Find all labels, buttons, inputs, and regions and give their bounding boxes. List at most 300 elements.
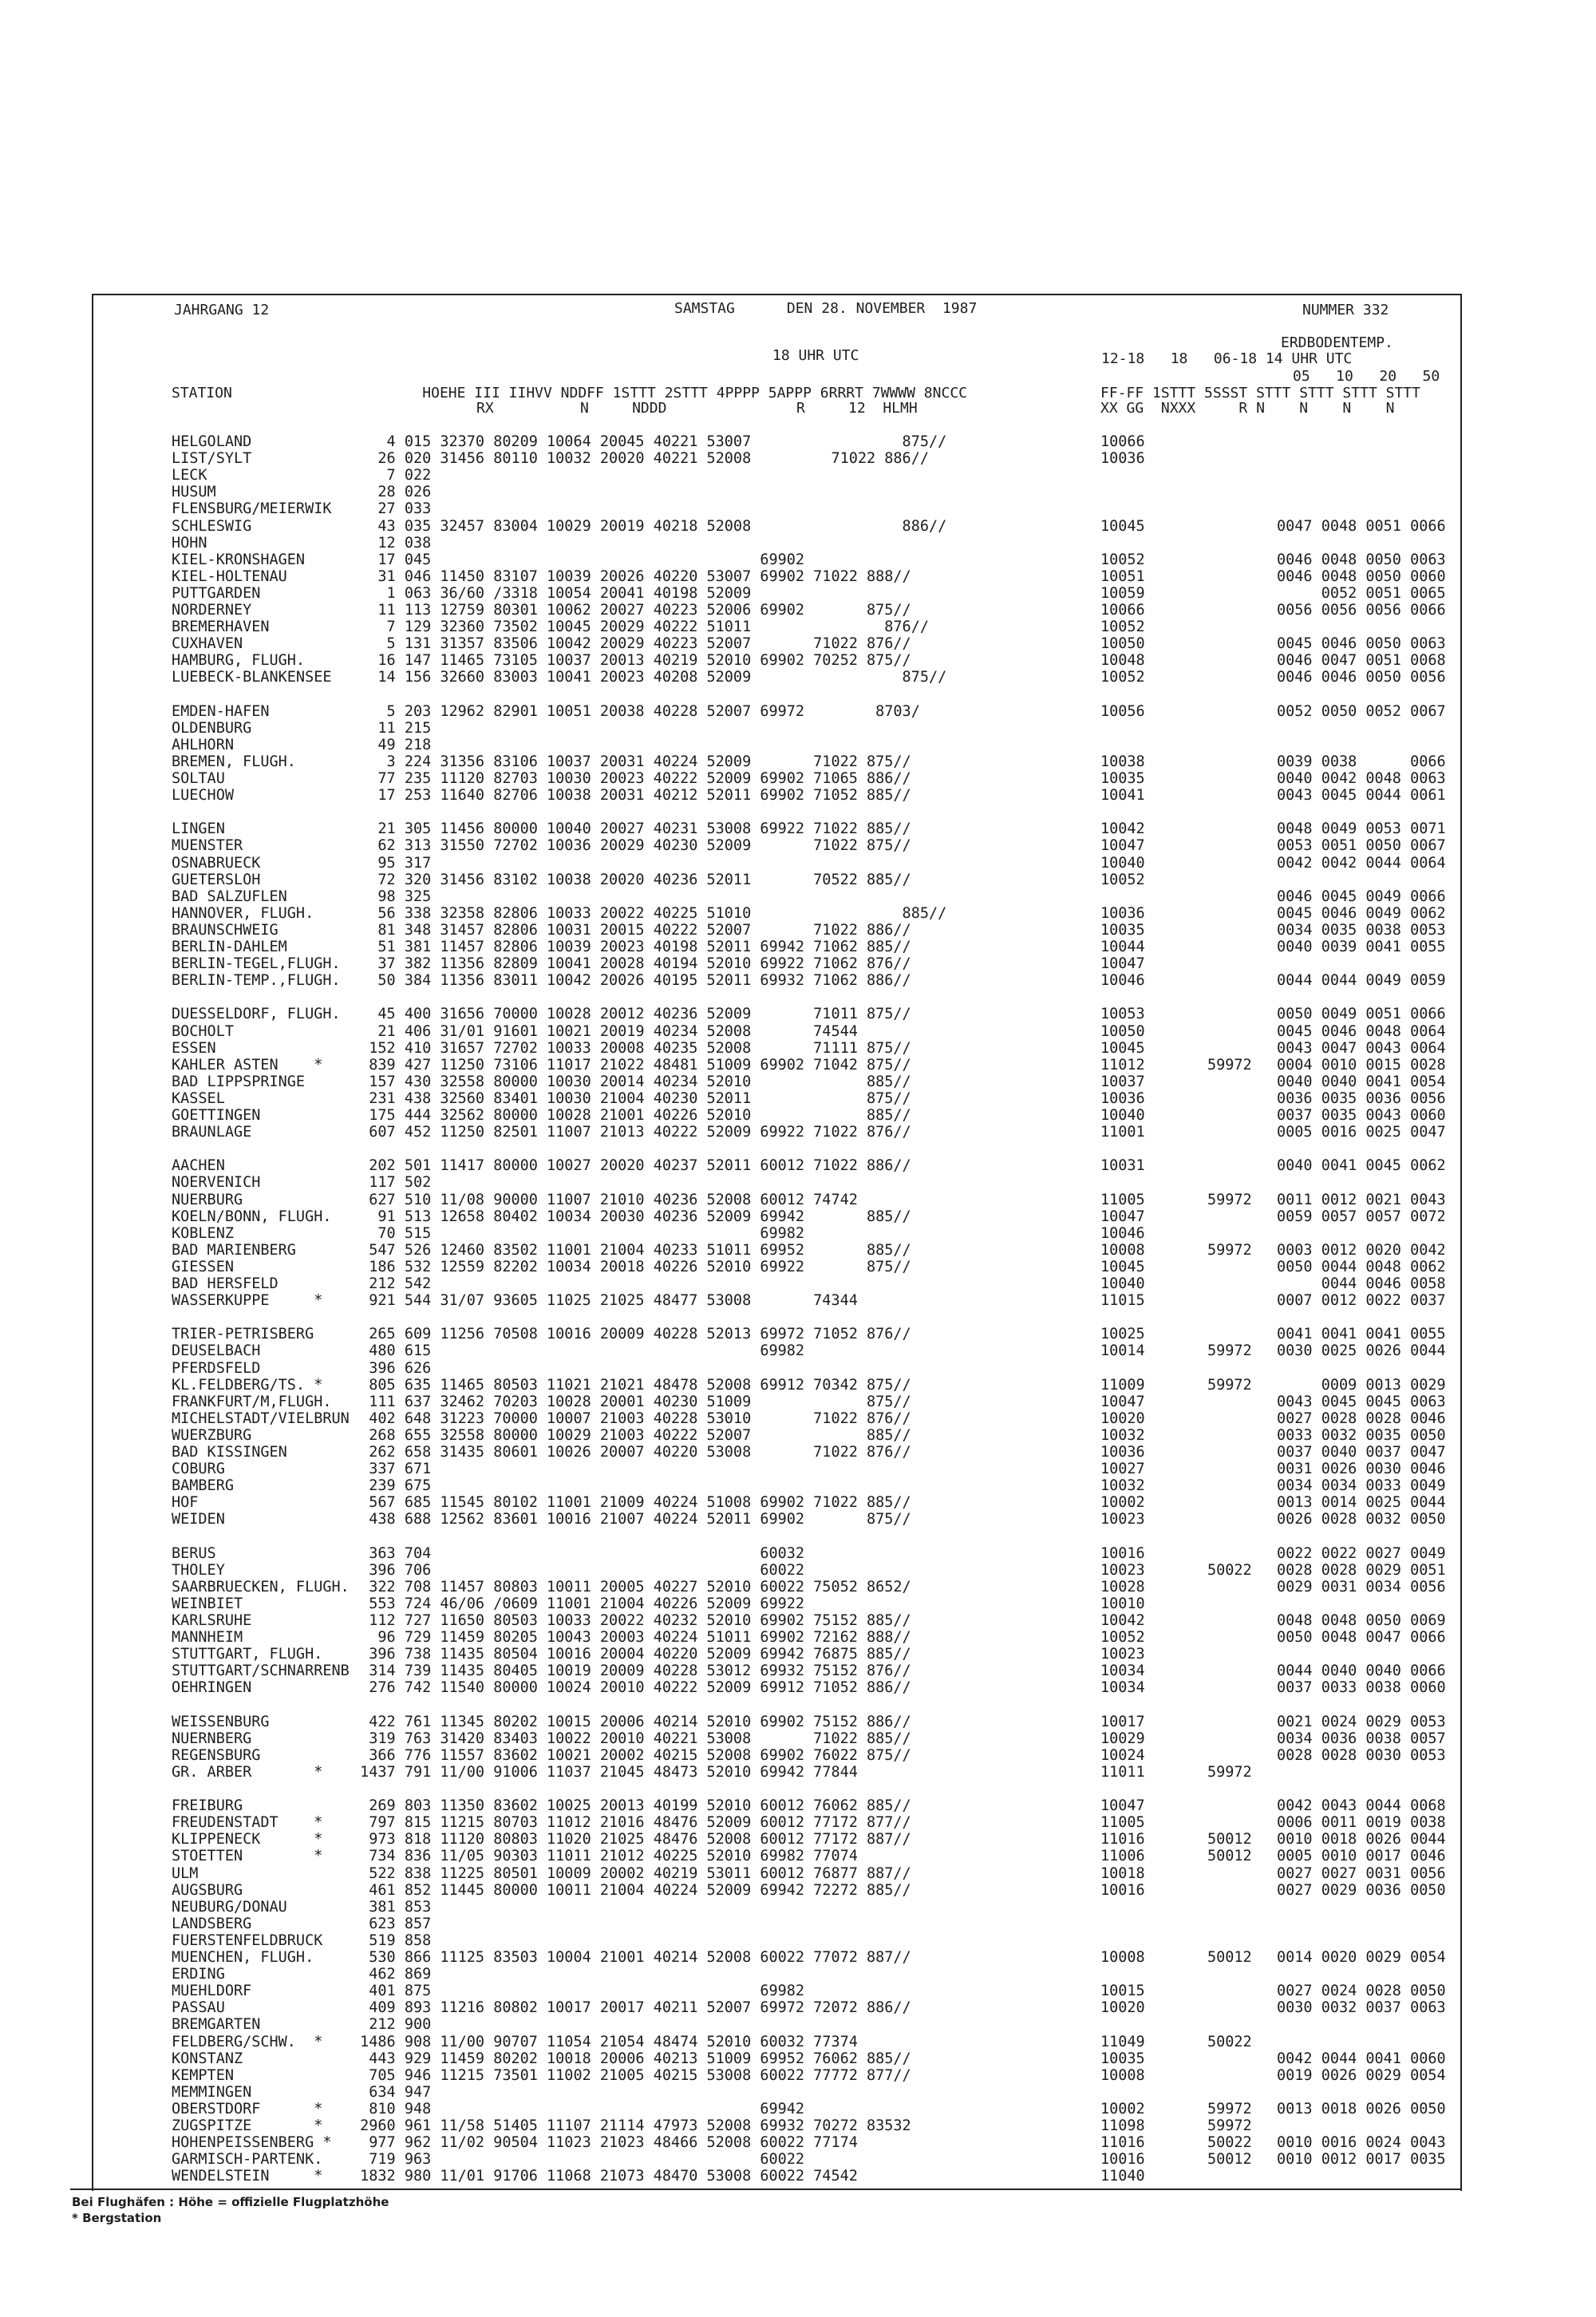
station-soil-temps: 0014 0020 0029 0054 [1277,1949,1446,1966]
station-name: BAD MARIENBERG [172,1241,296,1259]
station-name: HOF [172,1494,199,1512]
station-values: 314 739 11435 80405 10019 20009 40228 53012 69932 75152 876// [351,1663,911,1680]
station-values: 810 948 69942 [351,2100,805,2117]
station-values: 366 776 11557 83602 10021 20002 40215 52008 69902 76022 875// [351,1746,911,1764]
station-values: 21 406 31/01 91601 10021 20019 40234 52008 74544 [351,1022,858,1040]
station-name: BAD SALZUFLEN [172,888,287,905]
table-row [0,1730,1596,1747]
station-name: OLDENBURG [172,719,252,737]
station-name: HANNOVER, FLUGH. [172,904,314,922]
table-row [0,500,1596,517]
station-values: 2960 961 11/58 51405 11107 21114 47973 52008 69932 70272 83532 [351,2117,911,2134]
station-values: 409 893 11216 80802 10017 20017 40211 52007 69972 72072 886// [351,1999,911,2017]
station-name: GIESSEN [172,1258,234,1275]
table-row [0,2084,1596,2101]
station-1sttt: 10044 [1100,939,1145,955]
station-soil-temps: 0037 0033 0038 0060 [1277,1679,1446,1697]
table-row [0,552,1596,568]
station-name: WENDELSTEIN * [172,2168,323,2185]
station-name: PFERDSFELD [172,1359,261,1377]
station-values: 401 875 69982 [351,1983,805,2000]
station-name: MUENCHEN, FLUGH. [172,1949,314,1966]
table-row [0,1444,1596,1461]
station-soil-temps: 0046 0047 0051 0068 [1277,652,1446,670]
station-1sttt: 10066 [1100,433,1145,450]
station-name: DUESSELDORF, FLUGH. [172,1006,341,1023]
station-name: BREMERHAVEN [172,619,270,636]
station-name: EMDEN-HAFEN [172,702,270,720]
station-name: KAHLER ASTEN * [172,1056,323,1073]
station-soil-temps: 0040 0042 0048 0063 [1277,770,1446,787]
station-values: 268 655 32558 80000 10029 21003 40222 52007 885// [351,1426,911,1444]
station-1sttt: 10015 [1100,1983,1145,2000]
table-row [0,1899,1596,1916]
station-soil-temps: 0027 0029 0036 0050 [1277,1881,1446,1899]
station-values: 17 045 69902 [351,551,805,568]
station-name: BOCHOLT [172,1022,234,1040]
station-1sttt: 10052 [1100,551,1145,568]
station-soil-temps: 0028 0028 0029 0051 [1277,1561,1446,1579]
station-name: LUEBECK-BLANKENSEE [172,669,332,686]
table-row [0,1309,1596,1326]
station-5ssst: 59972 [1207,1191,1252,1208]
station-soil-temps: 0059 0057 0057 0072 [1277,1208,1446,1225]
station-5ssst: 50022 [1207,2134,1252,2152]
station-soil-temps: 0030 0032 0037 0063 [1277,1999,1446,2017]
station-soil-temps: 0010 0012 0017 0035 [1277,2151,1446,2169]
jahrgang: JAHRGANG 12 [174,302,270,318]
station-values: 112 727 11650 80503 10033 20022 40232 52010 69902 75152 885// [351,1612,911,1629]
station-name: CUXHAVEN [172,635,243,653]
footnote-airports: Bei Flughäfen : Höhe = offizielle Flugplatzhöhe [72,2195,389,2209]
station-name: SAARBRUECKEN, FLUGH. [172,1578,350,1595]
station-values: 96 729 11459 80205 10043 20003 40224 51011 69902 72162 888// [351,1629,911,1647]
station-1sttt: 10023 [1100,1511,1145,1528]
station-soil-temps: 0037 0035 0043 0060 [1277,1107,1446,1124]
table-row [0,1461,1596,1477]
station-1sttt: 10052 [1100,619,1145,636]
table-row [0,989,1596,1006]
station-values: 4 015 32370 80209 10064 20045 40221 53007 875// [351,433,947,450]
table-row [0,972,1596,989]
table-row [0,1966,1596,1983]
station-values: 269 803 11350 83602 10025 20013 40199 52010 60012 76062 885// [351,1797,911,1815]
station-values: 805 635 11465 80503 11021 21021 48478 52008 69912 70342 875// [351,1376,911,1394]
station-values: 49 218 [351,736,432,753]
station-name: STUTTGART/SCHNARRENB [172,1663,350,1680]
table-row [0,1983,1596,1999]
station-5ssst: 59972 [1207,1056,1252,1073]
station-5ssst: 50022 [1207,1561,1252,1579]
station-5ssst: 50012 [1207,1848,1252,1865]
station-name: MANNHEIM [172,1629,243,1647]
station-1sttt: 10016 [1100,2151,1145,2169]
station-values: 152 410 31657 72702 10033 20008 40235 52008 71111 875// [351,1039,911,1057]
table-row [0,1916,1596,1932]
station-values: 839 427 11250 73106 11017 21022 48481 51009 69902 71042 875// [351,1056,911,1073]
table-row [0,1882,1596,1899]
table-row [0,535,1596,552]
table-row [0,837,1596,854]
station-1sttt: 11016 [1100,2134,1145,2152]
table-row [0,1410,1596,1427]
station-name: LINGEN [172,820,225,838]
station-name: COBURG [172,1461,225,1478]
station-soil-temps: 0044 0044 0049 0059 [1277,972,1446,990]
table-row [0,787,1596,804]
table-row [0,922,1596,939]
station-1sttt: 10052 [1100,871,1145,888]
station-1sttt: 10023 [1100,1561,1145,1579]
station-1sttt: 10035 [1100,770,1145,787]
footnote-mountain-station: * Bergstation [72,2211,162,2225]
station-soil-temps: 0005 0010 0017 0046 [1277,1848,1446,1865]
station-name: WEIDEN [172,1511,225,1528]
table-bottom-rule [70,2188,1460,2190]
station-values: 1486 908 11/00 90707 11054 21054 48474 52010 60032 77374 [351,2033,858,2050]
station-name: NUERBURG [172,1191,243,1208]
table-row [0,1326,1596,1342]
station-soil-temps: 0009 0013 0029 [1277,1376,1446,1394]
column-header-row2b: XX GG NXXX R N N N N [1100,400,1395,417]
station-soil-temps: 0042 0044 0041 0060 [1277,2050,1446,2067]
table-row [0,1679,1596,1696]
station-name: NOERVENICH [172,1174,261,1192]
column-header-row2: RX N NDDD R 12 HLMH [476,400,918,417]
station-values: 322 708 11457 80803 10011 20005 40227 52010 60022 75052 8652/ [351,1578,911,1595]
table-row [0,1090,1596,1107]
station-name: BERLIN-TEGEL,FLUGH. [172,955,341,973]
station-name: BRAUNSCHWEIG [172,921,279,939]
station-name: ESSEN [172,1039,216,1057]
station-1sttt: 11011 [1100,1763,1145,1781]
table-row [0,1292,1596,1309]
station-1sttt: 10040 [1100,854,1145,872]
station-soil-temps: 0046 0048 0050 0060 [1277,567,1446,585]
station-1sttt: 10037 [1100,1073,1145,1090]
table-row [0,1124,1596,1141]
station-soil-temps: 0040 0040 0041 0054 [1277,1073,1446,1090]
column-header-row1: STATION HOEHE III IIHVV NDDFF 1STTT 2STTT 4PPPP 5APPP 6RRRT 7WWWW 8NCCC [172,385,967,401]
station-name: LANDSBERG [172,1915,252,1932]
station-values: 14 156 32660 83003 10041 20023 40208 52009 875// [351,669,947,686]
station-name: BERLIN-TEMP.,FLUGH. [172,972,341,990]
station-name: WASSERKUPPE * [172,1292,323,1310]
station-1sttt: 10014 [1100,1342,1145,1360]
station-1sttt: 10045 [1100,517,1145,535]
issue-number: NUMMER 332 [1302,302,1389,318]
table-row [0,855,1596,872]
station-values: 12 038 [351,534,432,552]
table-row [0,1714,1596,1730]
station-name: KONSTANZ [172,2050,243,2067]
station-values: 705 946 11215 73501 11002 21005 40215 53008 60022 77772 877// [351,2066,911,2084]
table-row [0,1477,1596,1494]
station-soil-temps: 0045 0046 0049 0062 [1277,904,1446,922]
station-name: GR. ARBER * [172,1763,323,1781]
table-row [0,1107,1596,1124]
station-values: 51 381 11457 82806 10039 20023 40198 52011 69942 71062 885// [351,939,911,955]
station-name: FREUDENSTADT * [172,1814,323,1832]
station-soil-temps: 0052 0051 0065 [1277,584,1446,602]
station-name: AACHEN [172,1157,225,1175]
station-name: BREMEN, FLUGH. [172,753,296,770]
station-1sttt: 10042 [1100,820,1145,838]
station-name: MEMMINGEN [172,2083,252,2101]
table-row [0,1073,1596,1090]
station-soil-temps: 0037 0040 0037 0047 [1277,1444,1446,1461]
station-1sttt: 10047 [1100,837,1145,855]
station-soil-temps: 0042 0042 0044 0064 [1277,854,1446,872]
station-values: 202 501 11417 80000 10027 20020 40237 52011 60012 71022 886// [351,1157,911,1175]
station-soil-temps: 0036 0035 0036 0056 [1277,1089,1446,1107]
station-values: 522 838 11225 80501 10009 20002 40219 53011 60012 76877 887// [351,1864,911,1882]
station-name: OBERSTDORF * [172,2100,323,2117]
station-soil-temps: 0004 0010 0015 0028 [1277,1056,1446,1073]
station-name: WUERZBURG [172,1426,252,1444]
station-name: NORDERNEY [172,602,252,619]
station-soil-temps: 0052 0050 0052 0067 [1277,702,1446,720]
station-name: THOLEY [172,1561,225,1579]
station-values: 363 704 60032 [351,1544,805,1562]
station-soil-temps: 0026 0028 0032 0050 [1277,1511,1446,1528]
table-row [0,1427,1596,1444]
station-name: BREMGARTEN [172,2016,261,2034]
station-1sttt: 10036 [1100,1444,1145,1461]
table-row [0,2067,1596,2084]
station-values: 797 815 11215 80703 11012 21016 48476 52009 60012 77172 877// [351,1814,911,1832]
station-1sttt: 10032 [1100,1477,1145,1495]
station-1sttt: 10047 [1100,1208,1145,1225]
table-row [0,1342,1596,1359]
column-header-row1b: FF-FF 1STTT 5SSST STTT STTT STTT STTT [1100,385,1420,401]
station-1sttt: 10008 [1100,2066,1145,2084]
station-name: OEHRINGEN [172,1679,252,1697]
station-1sttt: 10024 [1100,1746,1145,1764]
station-name: HOHENPEISSENBERG * [172,2134,332,2152]
station-soil-temps: 0050 0048 0047 0066 [1277,1629,1446,1647]
table-row [0,619,1596,635]
station-1sttt: 10029 [1100,1730,1145,1747]
depths-header: 05 10 20 50 [1293,368,1440,385]
station-values: 16 147 11465 73105 10037 20013 40219 52010 69902 70252 875// [351,652,911,670]
table-row [0,1275,1596,1292]
station-name: REGENSBURG [172,1746,261,1764]
station-soil-temps: 0053 0051 0050 0067 [1277,837,1446,855]
station-5ssst: 50022 [1207,2033,1252,2050]
station-values: 98 325 [351,888,432,905]
station-1sttt: 11098 [1100,2117,1145,2134]
station-values: 175 444 32562 80000 10028 21001 40226 52010 885// [351,1107,911,1124]
station-soil-temps: 0048 0049 0053 0071 [1277,820,1446,838]
station-values: 26 020 31456 80110 10032 20020 40221 52008 71022 886// [351,450,929,468]
station-soil-temps: 0050 0049 0051 0066 [1277,1006,1446,1023]
station-1sttt: 10048 [1100,652,1145,670]
station-1sttt: 10051 [1100,567,1145,585]
station-values: 17 253 11640 82706 10038 20031 40212 52011 69902 71052 885// [351,787,911,805]
station-1sttt: 10059 [1100,584,1145,602]
table-row [0,1612,1596,1629]
station-values: 623 857 [351,1915,432,1932]
station-1sttt: 10047 [1100,1393,1145,1410]
table-row [0,872,1596,888]
station-name: STOETTEN * [172,1848,323,1865]
station-1sttt: 10046 [1100,972,1145,990]
table-row [0,1579,1596,1595]
station-soil-temps: 0040 0041 0045 0062 [1277,1157,1446,1175]
station-name: SOLTAU [172,770,225,787]
station-soil-temps: 0011 0012 0021 0043 [1277,1191,1446,1208]
station-1sttt: 10010 [1100,1595,1145,1612]
station-name: MUEHLDORF [172,1983,252,2000]
station-values: 27 033 [351,500,432,518]
table-row [0,1562,1596,1579]
table-row [0,2151,1596,2168]
station-name: HUSUM [172,484,216,501]
station-values: 627 510 11/08 90000 11007 21010 40236 52008 60012 74742 [351,1191,858,1208]
table-row [0,2050,1596,2067]
table-row [0,1040,1596,1057]
station-name: WEINBIET [172,1595,243,1612]
station-name: DEUSELBACH [172,1342,261,1360]
table-row [0,939,1596,955]
table-row [0,652,1596,669]
station-1sttt: 10047 [1100,1797,1145,1815]
station-1sttt: 10042 [1100,1612,1145,1629]
station-name: LUECHOW [172,787,234,805]
station-soil-temps: 0042 0043 0044 0068 [1277,1797,1446,1815]
station-name: HELGOLAND [172,433,252,450]
station-soil-temps: 0043 0047 0043 0064 [1277,1039,1446,1057]
table-row [0,1528,1596,1545]
station-name: KLIPPENECK * [172,1831,323,1848]
station-5ssst: 50012 [1207,1831,1252,1848]
station-values: 319 763 31420 83403 10022 20010 40221 53008 71022 885// [351,1730,911,1747]
station-soil-temps: 0045 0046 0048 0064 [1277,1022,1446,1040]
table-row [0,2016,1596,2033]
station-soil-temps: 0040 0039 0041 0055 [1277,939,1446,955]
table-row [0,1208,1596,1225]
station-soil-temps: 0022 0022 0027 0049 [1277,1544,1446,1562]
station-values: 31 046 11450 83107 10039 20026 40220 53007 69902 71022 888// [351,567,911,585]
station-name: STUTTGART, FLUGH. [172,1646,323,1663]
station-5ssst: 59972 [1207,2100,1252,2117]
station-values: 56 338 32358 82806 10033 20022 40225 51010 885// [351,904,947,922]
station-soil-temps: 0045 0046 0050 0063 [1277,635,1446,653]
station-1sttt: 11016 [1100,1831,1145,1848]
station-name: OSNABRUECK [172,854,261,872]
table-row [0,720,1596,737]
station-soil-temps: 0010 0016 0024 0043 [1277,2134,1446,2152]
station-values: 734 836 11/05 90303 11011 21012 40225 52010 69982 77074 [351,1848,858,1865]
station-1sttt: 10045 [1100,1039,1145,1057]
station-soil-temps: 0013 0018 0026 0050 [1277,2100,1446,2117]
station-name: BAD KISSINGEN [172,1444,287,1461]
station-values: 37 382 11356 82809 10041 20028 40194 52010 69922 71062 876// [351,955,911,973]
station-5ssst: 50012 [1207,2151,1252,2169]
table-row [0,518,1596,535]
table-row [0,737,1596,753]
station-1sttt: 10017 [1100,1713,1145,1730]
station-1sttt: 10052 [1100,669,1145,686]
station-soil-temps: 0044 0040 0040 0066 [1277,1663,1446,1680]
station-values: 157 430 32558 80000 10030 20014 40234 52010 885// [351,1073,911,1090]
station-values: 70 515 69982 [351,1224,805,1242]
table-row [0,1629,1596,1646]
station-1sttt: 11012 [1100,1056,1145,1073]
station-soil-temps: 0027 0027 0031 0056 [1277,1864,1446,1882]
station-name: KASSEL [172,1089,225,1107]
station-values: 212 542 [351,1275,432,1292]
station-values: 1437 791 11/00 91006 11037 21045 48473 52010 69942 77844 [351,1763,858,1781]
table-row [0,905,1596,922]
station-name: GUETERSLOH [172,871,261,888]
station-name: GOETTINGEN [172,1107,261,1124]
station-name: BERUS [172,1544,216,1562]
station-1sttt: 10066 [1100,602,1145,619]
table-row [0,1999,1596,2016]
station-values: 530 866 11125 83503 10004 21001 40214 52008 60022 77072 887// [351,1949,911,1966]
table-row [0,568,1596,585]
station-values: 11 215 [351,719,432,737]
station-5ssst: 59972 [1207,1342,1252,1360]
table-row [0,1646,1596,1663]
station-1sttt: 10040 [1100,1275,1145,1292]
station-values: 11 113 12759 80301 10062 20027 40223 52006 69902 875// [351,602,911,619]
station-name: GARMISCH-PARTENK. [172,2151,323,2169]
table-row [0,1831,1596,1848]
table-row [0,1848,1596,1864]
station-5ssst: 59972 [1207,1241,1252,1259]
station-1sttt: 11015 [1100,1292,1145,1310]
station-1sttt: 10045 [1100,1258,1145,1275]
table-row [0,1192,1596,1208]
station-soil-temps: 0047 0048 0051 0066 [1277,517,1446,535]
station-values: 396 706 60022 [351,1561,805,1579]
table-row [0,1545,1596,1562]
table-row [0,2134,1596,2151]
station-name: ZUGSPITZE * [172,2117,323,2134]
station-values: 50 384 11356 83011 10042 20026 40195 52011 69932 71062 886// [351,972,911,990]
station-soil-temps: 0033 0032 0035 0050 [1277,1426,1446,1444]
station-soil-temps: 0043 0045 0045 0063 [1277,1393,1446,1410]
station-soil-temps: 0027 0028 0028 0046 [1277,1410,1446,1427]
group-18-utc-header: 18 UHR UTC [772,347,859,364]
station-name: PUTTGARDEN [172,584,261,602]
table-row [0,2101,1596,2117]
table-row [0,1259,1596,1275]
table-row [0,804,1596,820]
station-1sttt: 10002 [1100,1494,1145,1512]
station-1sttt: 10020 [1100,1999,1145,2017]
station-1sttt: 10040 [1100,1107,1145,1124]
station-values: 973 818 11120 80803 11020 21025 48476 52008 60012 77172 887// [351,1831,911,1848]
station-values: 3 224 31356 83106 10037 20031 40224 52009 71022 875// [351,753,911,770]
station-name: KIEL-KRONSHAGEN [172,551,306,568]
station-values: 921 544 31/07 93605 11025 21025 48477 53008 74344 [351,1292,858,1310]
station-values: 5 131 31357 83506 10042 20029 40223 52007 71022 876// [351,635,911,653]
station-1sttt: 11006 [1100,1848,1145,1865]
station-soil-temps: 0034 0035 0038 0053 [1277,921,1446,939]
station-1sttt: 10047 [1100,955,1145,973]
station-1sttt: 10027 [1100,1461,1145,1478]
table-row [0,1747,1596,1764]
station-values: 239 675 [351,1477,432,1495]
station-name: NUERNBERG [172,1730,252,1747]
table-row [0,1494,1596,1511]
station-name: AUGSBURG [172,1881,243,1899]
station-values: 231 438 32560 83401 10030 21004 40230 52011 875// [351,1089,911,1107]
